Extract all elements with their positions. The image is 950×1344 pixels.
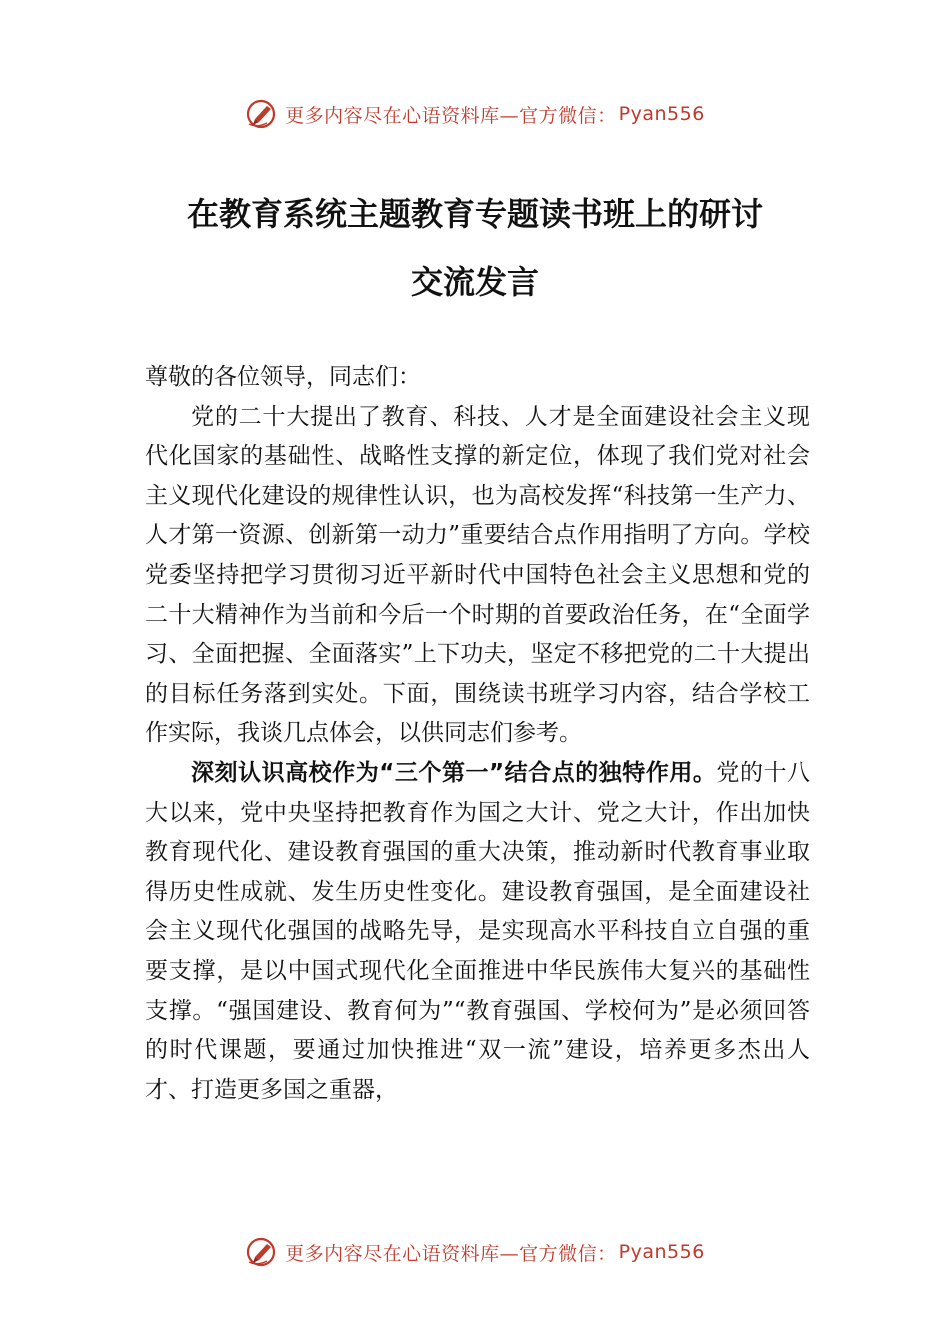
footer-banner — [0, 1232, 950, 1272]
document-body — [145, 358, 810, 1110]
pen-logo-icon — [245, 97, 279, 131]
paragraph-2 — [145, 754, 810, 1110]
wechat-id: Pyan556 — [618, 1241, 705, 1263]
document-title — [0, 180, 950, 316]
banner-text: 更多内容尽在心语资料库—官方微信： — [285, 1242, 617, 1265]
title-line-2: 交流发言 — [410, 263, 539, 301]
salutation: 尊敬的各位领导，同志们： — [145, 364, 421, 390]
pen-logo-icon — [245, 1235, 279, 1269]
header-banner — [0, 94, 950, 134]
banner-text: 更多内容尽在心语资料库—官方微信： — [285, 104, 617, 127]
wechat-id: Pyan556 — [618, 103, 705, 125]
paragraph-2-lead: 深刻认识高校作为“三个第一”结合点的独特作用。 — [191, 759, 717, 786]
title-line-1: 在教育系统主题教育专题读书班上的研讨 — [186, 195, 763, 233]
paragraph-1: 党的二十大提出了教育、科技、人才是全面建设社会主义现代化国家的基础性、战略性支撑的新定位，体现了我们党对社会主义现代化建设的规律性认识，也为高校发挥“科技第一生产力、人才第一资源、创新第一动力”重要结合点作用指明了方向。学校党委坚持把学习贯彻习近平新时代中国特色社会主义思想和党的二十大精神作为当前和今后一个时期的首要政治任务，在“全面学习、全面把握、全面落实”上下功夫，坚定不移把党的二十大提出的目标任务落到实处。下面，围绕读书班学习内容，结合学校工作实际，我谈几点体会，以供同志们参考。 — [145, 403, 810, 747]
paragraph-2-body: 党的十八大以来，党中央坚持把教育作为国之大计、党之大计，作出加快教育现代化、建设教育强国的重大决策，推动新时代教育事业取得历史性成就、发生历史性变化。建设教育强国，是全面建设社会主义现代化强国的战略先导，是实现高水平科技自立自强的重要支撑，是以中国式现代化全面推进中华民族伟大复兴的基础性支撑。“强国建设、教育何为”“教育强国、学校何为”是必须回答的时代课题，要通过加快推进“双一流”建设，培养更多杰出人才、打造更多国之重器， — [145, 759, 811, 1103]
